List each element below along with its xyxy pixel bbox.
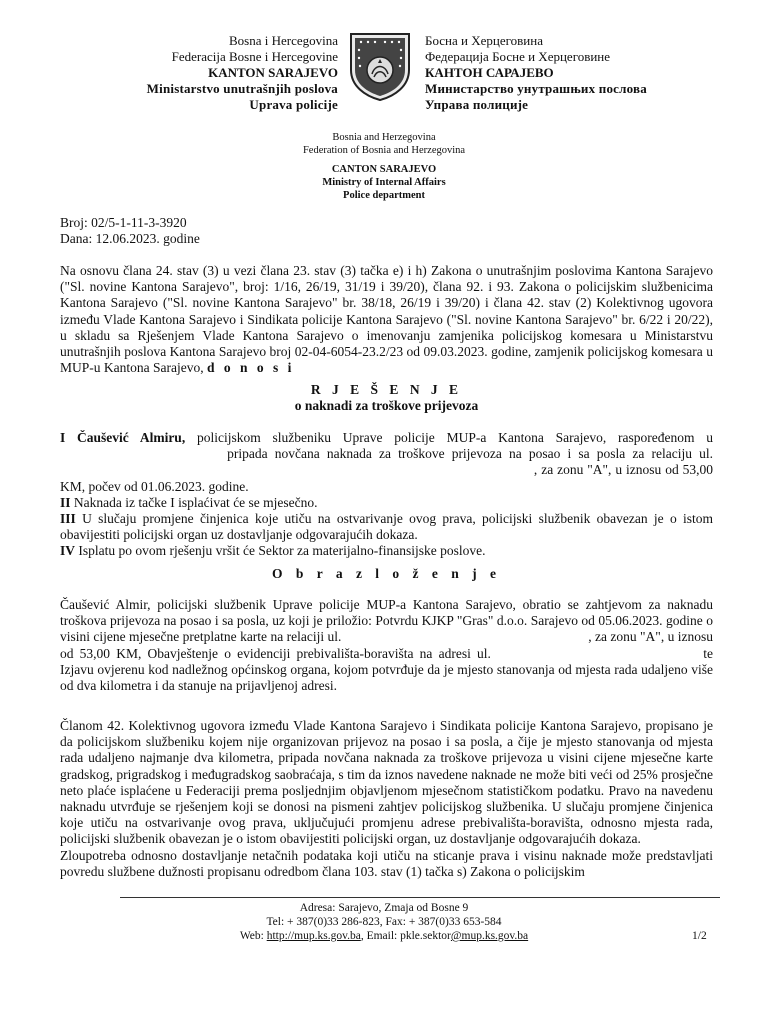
footer-web-link[interactable]: http://mup.ks.gov.ba bbox=[266, 930, 361, 942]
decision-item-4-label: IV bbox=[60, 543, 76, 559]
redacted-text bbox=[345, 631, 585, 641]
explanation-p1-text-c: te Izjavu ovjerenu kod nadležnog općinskog organa, kojom potvrđuje da je mjesto stanovanja od mjesta rada udaljeno više od dva kilometra i da stanuje na prijavljenoj adresi. bbox=[60, 645, 714, 694]
header-canton-cyrillic: КАНТОН САРАЈЕВО bbox=[425, 65, 554, 80]
explanation-paragraph-1 bbox=[60, 597, 713, 694]
footer-divider bbox=[120, 897, 720, 898]
footer-phone: Tel: + 387(0)33 286-823, Fax: + 387(0)33 653-584 bbox=[266, 916, 502, 928]
header-department-cyrillic: Управа полиције bbox=[425, 97, 529, 112]
document-date: Dana: 12.06.2023. godine bbox=[60, 231, 200, 246]
decision-item-1-text-c: , za zonu "A", u iznosu od 53,00 KM, počev od 01.06.2023. godine. bbox=[60, 462, 713, 494]
header-federation-en: Federation of Bosnia and Herzegovina bbox=[302, 145, 466, 156]
header-ministry-cyrillic: Министарство унутрашњих послова bbox=[425, 81, 647, 96]
decision-item-1-text-a: policijskom službeniku Uprave policije MUP-a Kantona Sarajevo, raspoređenom u bbox=[196, 430, 713, 445]
intro-text: Na osnovu člana 24. stav (3) u vezi člana 23. stav (3) tačka e) i h) Zakona o unutrašnjim poslovima Kantona Sarajevo ("Sl. novine Kantona Sarajevo", broj: 1/16, 26/19, 31/19 i 39/20), člana 92. i 93. Zakona o policijskim službenicima Kantona Sarajevo ("Sl. novine Kantona Sarajevo" br. 38/18, 26/19 i 39/20) i člana 42. stav (2) Kolektivnog ugovora između Vlade Kantona Sarajevo i Sindikata policije Kantona Sarajevo ("Sl. novine Kantona Sarajevo" br. 6/22 i 20/22), u skladu sa Rješenjem Vlade Kantona Sarajevo o imenovanju zamjenika policijskog komesara u Ministarstvu unutrašnjih poslova Kantona Sarajevo broj 02-04-6054-23.2/23 od 09.03.2023. godine, zamjenik policijskog komesara u MUP-u Kantona Sarajevo, bbox=[60, 263, 713, 376]
explanation-heading: O b r a z l o ž e n j e bbox=[271, 566, 502, 581]
header-right-cyrillic bbox=[425, 33, 685, 113]
header-english bbox=[200, 131, 568, 202]
decision-item-2 bbox=[60, 495, 713, 511]
footer-web-prefix: Web: bbox=[239, 930, 267, 942]
explanation-paragraph-2 bbox=[60, 718, 713, 880]
footer-contact bbox=[184, 901, 584, 943]
decision-item-1-label: I Čaušević Almiru, bbox=[60, 430, 186, 445]
explanation-p3-text: Zloupotreba odnosno dostavljanje netačnih podataka koji utiču na sticanje prava i visinu naknade može predstavljati povredu službene dužnosti propisanu odredbom člana 103. stav (1) tačka s) Zakona o policijskim bbox=[60, 847, 713, 879]
decision-item-4 bbox=[60, 543, 713, 559]
header-canton-en: CANTON SARAJEVO bbox=[331, 164, 437, 175]
header-country-en: Bosnia and Herzegovina bbox=[332, 132, 436, 143]
page-number: 1/2 bbox=[692, 930, 707, 942]
decision-item-2-text: Naknada iz tačke I isplaćivat će se mjesečno. bbox=[73, 494, 318, 510]
footer-email-link[interactable]: @mup.ks.gov.ba bbox=[450, 930, 529, 942]
decision-heading bbox=[60, 382, 713, 414]
redacted-text bbox=[60, 448, 220, 458]
decision-item-3-label: III bbox=[60, 511, 76, 527]
header-federation: Federacija Bosne i Hercegovine bbox=[171, 49, 338, 64]
intro-paragraph bbox=[60, 263, 713, 376]
document-reference bbox=[60, 215, 200, 247]
explanation-p1-text-b: , za zonu "A", u iznosu od 53,00 KM, Obavještenje o evidenciji prebivališta-boravišta na adresi ul. bbox=[60, 629, 714, 661]
decision-item-3-text: U slučaju promjene činjenica koje utiču na ostvarivanje ovog prava, policijski službenik obavezan je o istom obavijestiti policijski organ uz dostavljanje odgovarajućih dokaza. bbox=[60, 511, 713, 543]
header-country-cyrillic: Босна и Херцеговина bbox=[425, 33, 543, 48]
redacted-text bbox=[497, 648, 697, 658]
decision-item-1 bbox=[60, 430, 713, 495]
header-department-en: Police department bbox=[343, 190, 425, 201]
footer-address: Adresa: Sarajevo, Zmaja od Bosne 9 bbox=[299, 902, 469, 914]
decision-item-1-text-b: pripada novčana naknada za troškove prijevoza na posao i sa posla za relaciju ul. bbox=[227, 446, 714, 462]
header-left-latin bbox=[120, 33, 338, 113]
header-department: Uprava policije bbox=[249, 97, 338, 112]
footer-email-prefix: , Email: pkle.sektor bbox=[360, 930, 451, 942]
intro-donosi: d o n o s i bbox=[206, 360, 295, 376]
decision-item-4-text: Isplatu po ovom rješenju vršit će Sektor za materijalno-finansijske poslove. bbox=[78, 543, 486, 559]
decision-items bbox=[60, 430, 713, 560]
canton-sarajevo-coat-of-arms-icon bbox=[347, 30, 413, 102]
header-federation-cyrillic: Федерација Босне и Херцеговине bbox=[425, 49, 611, 64]
header-ministry: Ministarstvo unutrašnjih poslova bbox=[146, 81, 338, 96]
header-ministry-en: Ministry of Internal Affairs bbox=[322, 177, 446, 188]
footer-web-line bbox=[184, 929, 584, 943]
decision-item-3 bbox=[60, 511, 713, 543]
header-country: Bosna i Hercegovina bbox=[228, 33, 338, 48]
explanation-p1-text-a: Čaušević Almir, policijski službenik Uprave policije MUP-a Kantona Sarajevo, obratio se zahtjevom za naknadu troškova prijevoza na posao i sa posla, uz koji je priložio: Potvrdu KJKP "Gras" d.o.o. Sarajevo od 05.06.2023. godine o visini cijene mjesečne pretplatne karte na relaciji ul. bbox=[60, 597, 713, 645]
document-number: Broj: 02/5-1-11-3-3920 bbox=[60, 215, 187, 230]
decision-item-2-label: II bbox=[60, 494, 71, 510]
explanation-p2-text: Članom 42. Kolektivnog ugovora između Vlade Kantona Sarajevo i Sindikata policije Kantona Sarajevo, propisano je da policijskom službeniku kojem nije organizovan prijevoz na posao i sa posla, a čije je mjesto stanovanja od mjesta rada udaljeno najmanje dva kilometra, pripada novčana naknada za troškove prijevoza u visini cijene mjesečne karte gradskog, prigradskog i međugradskog saobraćaja, s tim da iznos navedene naknade ne može biti veći od 25% prosječne neto plaće isplaćene u Federaciji prema posljednjim objavljenom mjesečnom statističkom podatku. Pravo na navedenu naknadu utvrđuje se rješenjem koji se donosi na pismeni zahtjev policijskog službenika. U slučaju promjene činjenica koje utiču na ostvarivanje ovog prava, uključujući promjenu adrese prebivališta-boravišta, odnosno mjesta rada, policijski službenik obavezan je o istom obavijestiti policijski organ, uz dostavljanje odgovarajućih dokaza. bbox=[60, 718, 713, 847]
redacted-text bbox=[60, 464, 530, 474]
decision-title: R J E Š E N J E bbox=[310, 382, 463, 397]
header-canton: KANTON SARAJEVO bbox=[208, 65, 338, 80]
decision-subtitle: o naknadi za troškove prijevoza bbox=[294, 398, 479, 413]
